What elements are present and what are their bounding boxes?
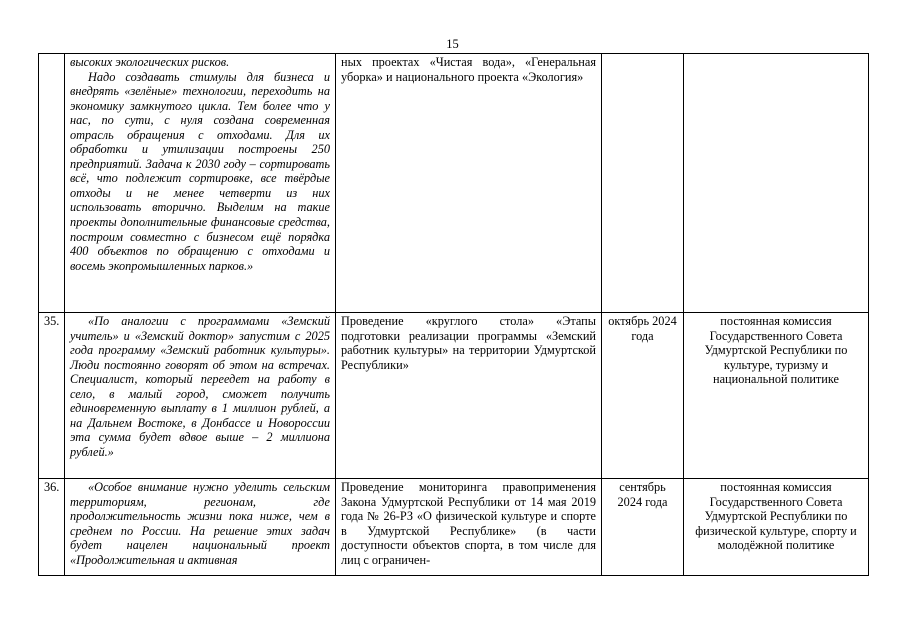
date-cell xyxy=(602,54,684,313)
quote-cell xyxy=(65,479,336,576)
quote-paragraph: «Особое внимание нужно уделить сельским территориям, регионам, где продолжительность жизни пока ниже, чем в среднем по России. На решение этих задач будет нацелен национальный проект «Продолжительная и активная xyxy=(70,480,330,567)
quote-cell xyxy=(65,313,336,479)
row-number: 35. xyxy=(39,313,65,479)
page-number: 15 xyxy=(446,37,459,51)
date-cell: сентябрь 2024 года xyxy=(602,479,684,576)
row-number: 36. xyxy=(39,479,65,576)
quote-paragraph: «По аналогии с программами «Земский учитель» и «Земский доктор» запустим с 2025 года программу «Земский работник культуры». Люди постоянно говорят об этом на встречах. Специалист, который переедет на работу в село, в малый город, сможет получить единовременную выплату в 1 миллион рублей, а на Дальнем Востоке, в Донбассе и Новороссии эта сумма будет вдвое выше – 2 миллиона рублей.» xyxy=(70,314,330,459)
responsible-cell xyxy=(684,54,869,313)
quote-paragraph: Надо создавать стимулы для бизнеса и внедрять «зелёные» технологии, переходить на экономику замкнутого цикла. Тем более что у нас, по сути, с нуля создана современная отрасль обращения с отходами. Для их обработки и утилизации построены 250 предприятий. Задача к 2030 году – сортировать всё, что подлежит сортировке, все твёрдые отходы и не менее четверти из них использовать вторично. Выделим на такие проекты дополнительные финансовые средства, построим совместно с бизнесом ещё порядка 400 объектов по обращению с отходами и восемь экопромышленных парков.» xyxy=(70,69,330,273)
plan-table xyxy=(38,53,869,576)
table-row xyxy=(39,479,869,576)
quote-cell xyxy=(65,54,336,313)
quote-paragraph: высоких экологических рисков. xyxy=(70,55,230,69)
responsible-cell: постоянная комиссия Государственного Совета Удмуртской Республики по культуре, туризму и национальной политике xyxy=(684,313,869,479)
event-cell: Проведение «круглого стола» «Этапы подготовки реализации программы «Земский работник культуры» на территории Удмуртской Республики» xyxy=(336,313,602,479)
event-cell: Проведение мониторинга правоприменения Закона Удмуртской Республики от 14 мая 2019 года № 26-РЗ «О физической культуре и спорте в Удмуртской Республике» (в части доступности объектов спорта, в том числе для лиц с ограничен- xyxy=(336,479,602,576)
row-number xyxy=(39,54,65,313)
responsible-cell: постоянная комиссия Государственного Совета Удмуртской Республики по физической культуре, спорту и молодёжной политике xyxy=(684,479,869,576)
table-row xyxy=(39,313,869,479)
date-cell: октябрь 2024 года xyxy=(602,313,684,479)
event-cell: ных проектах «Чистая вода», «Генеральная уборка» и национального проекта «Экология» xyxy=(336,54,602,313)
table-row xyxy=(39,54,869,313)
